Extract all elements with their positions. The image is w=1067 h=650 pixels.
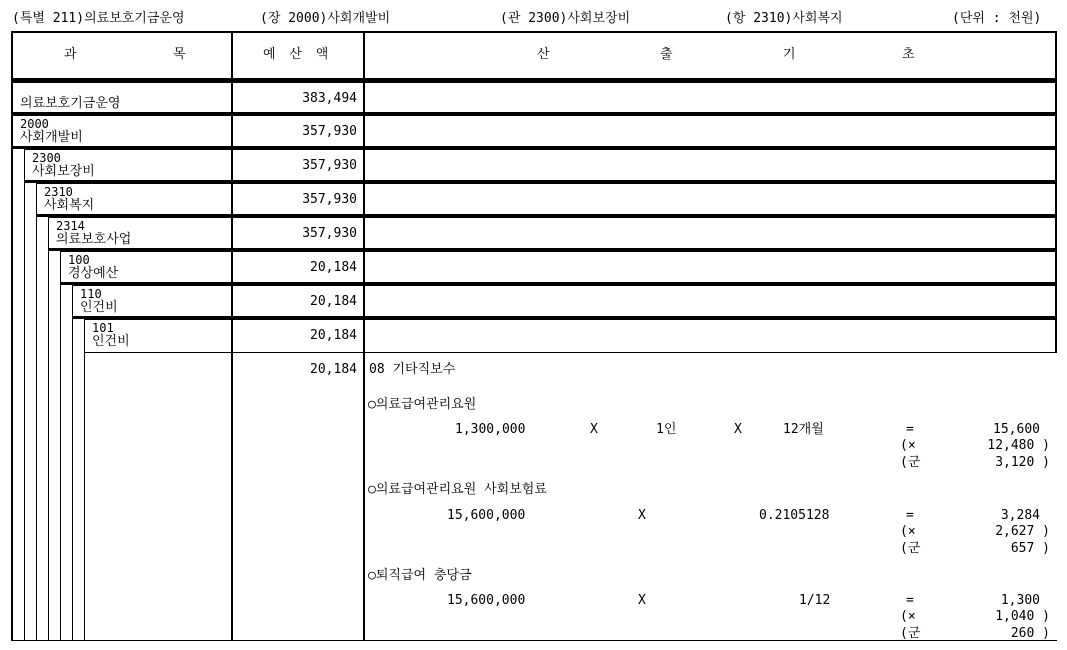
item-base: 15,600,000 <box>447 593 526 608</box>
row-name: 사회복지 <box>44 198 95 213</box>
row-name: 경상예산 <box>68 266 119 281</box>
item-equals: = <box>906 593 914 608</box>
row-amount: 357,930 <box>302 158 357 173</box>
item-split2-label: (군 <box>900 626 921 641</box>
item-split1-label: (× <box>900 438 916 453</box>
item-times-1: X <box>638 593 646 608</box>
col-header-basis-1: 산 <box>537 47 550 62</box>
item-equals: = <box>906 422 914 437</box>
row-name: 인건비 <box>80 300 118 315</box>
item-base: 15,600,000 <box>447 508 526 523</box>
row-code: 110 <box>80 287 102 301</box>
item-split2-value: 260 ) <box>1010 626 1050 641</box>
item-factor: 1/12 <box>799 593 831 608</box>
item-split2-value: 3,120 ) <box>995 455 1050 470</box>
row-amount: 383,494 <box>302 91 357 106</box>
item-factor: 12개월 <box>783 422 824 437</box>
row-amount: 357,930 <box>302 192 357 207</box>
row-code: 100 <box>68 253 90 267</box>
header-special-account: (특별 211)의료보호기금운영 <box>12 11 185 26</box>
col-header-basis-4: 초 <box>902 47 915 62</box>
item-split1-value: 12,480 ) <box>987 438 1050 453</box>
col-header-basis-2: 출 <box>660 47 673 62</box>
item-total: 1,300 <box>1000 593 1040 608</box>
item-split1-value: 1,040 ) <box>995 609 1050 624</box>
item-equals: = <box>906 508 914 523</box>
header-unit: (단위 : 천원) <box>952 11 1042 26</box>
item-base: 1,300,000 <box>455 422 526 437</box>
row-amount: 20,184 <box>310 260 357 275</box>
row-code: 2310 <box>44 185 73 199</box>
row-amount: 357,930 <box>302 226 357 241</box>
header-hang: (항 2310)사회복지 <box>725 11 843 26</box>
col-header-basis-3: 기 <box>783 47 796 62</box>
item-split2-label: (군 <box>900 455 921 470</box>
item-qty: 1인 <box>656 422 677 437</box>
item-times-2: X <box>734 422 742 437</box>
col-header-budget: 예 산 액 <box>263 47 332 62</box>
header-gwan: (관 2300)사회보장비 <box>500 11 631 26</box>
row-amount: 20,184 <box>310 328 357 343</box>
item-heading: ○의료급여관리요원 사회보험료 <box>368 482 547 497</box>
item-total: 3,284 <box>1000 508 1040 523</box>
row-code: 2000 <box>20 117 49 131</box>
item-split2-label: (군 <box>900 541 921 556</box>
row-name: 인건비 <box>92 334 130 349</box>
item-split1-label: (× <box>900 524 916 539</box>
row-code: 2300 <box>32 151 61 165</box>
item-split2-value: 657 ) <box>1010 541 1050 556</box>
item-times-1: X <box>638 508 646 523</box>
row-name: 의료보호기금운영 <box>20 96 121 111</box>
item-heading: ○퇴직급여 충당금 <box>368 568 472 583</box>
item-split1-label: (× <box>900 609 916 624</box>
col-header-subject-1: 과 <box>64 47 77 62</box>
item-heading: ○의료급여관리요원 <box>368 397 477 412</box>
row-name: 사회보장비 <box>32 164 95 179</box>
item-total: 15,600 <box>993 422 1040 437</box>
item-split1-value: 2,627 ) <box>995 524 1050 539</box>
col-header-subject-2: 목 <box>173 47 186 62</box>
row-code: 2314 <box>56 219 85 233</box>
item-times-1: X <box>590 422 598 437</box>
row-name: 의료보호사업 <box>56 232 132 247</box>
detail-title: 08 기타직보수 <box>369 362 456 377</box>
header-jang: (장 2000)사회개발비 <box>260 11 391 26</box>
row-amount: 357,930 <box>302 124 357 139</box>
row-name: 사회개발비 <box>20 130 83 145</box>
row-code: 101 <box>92 321 114 335</box>
item-factor: 0.2105128 <box>759 508 830 523</box>
row-amount: 20,184 <box>310 294 357 309</box>
detail-amount: 20,184 <box>310 362 357 377</box>
